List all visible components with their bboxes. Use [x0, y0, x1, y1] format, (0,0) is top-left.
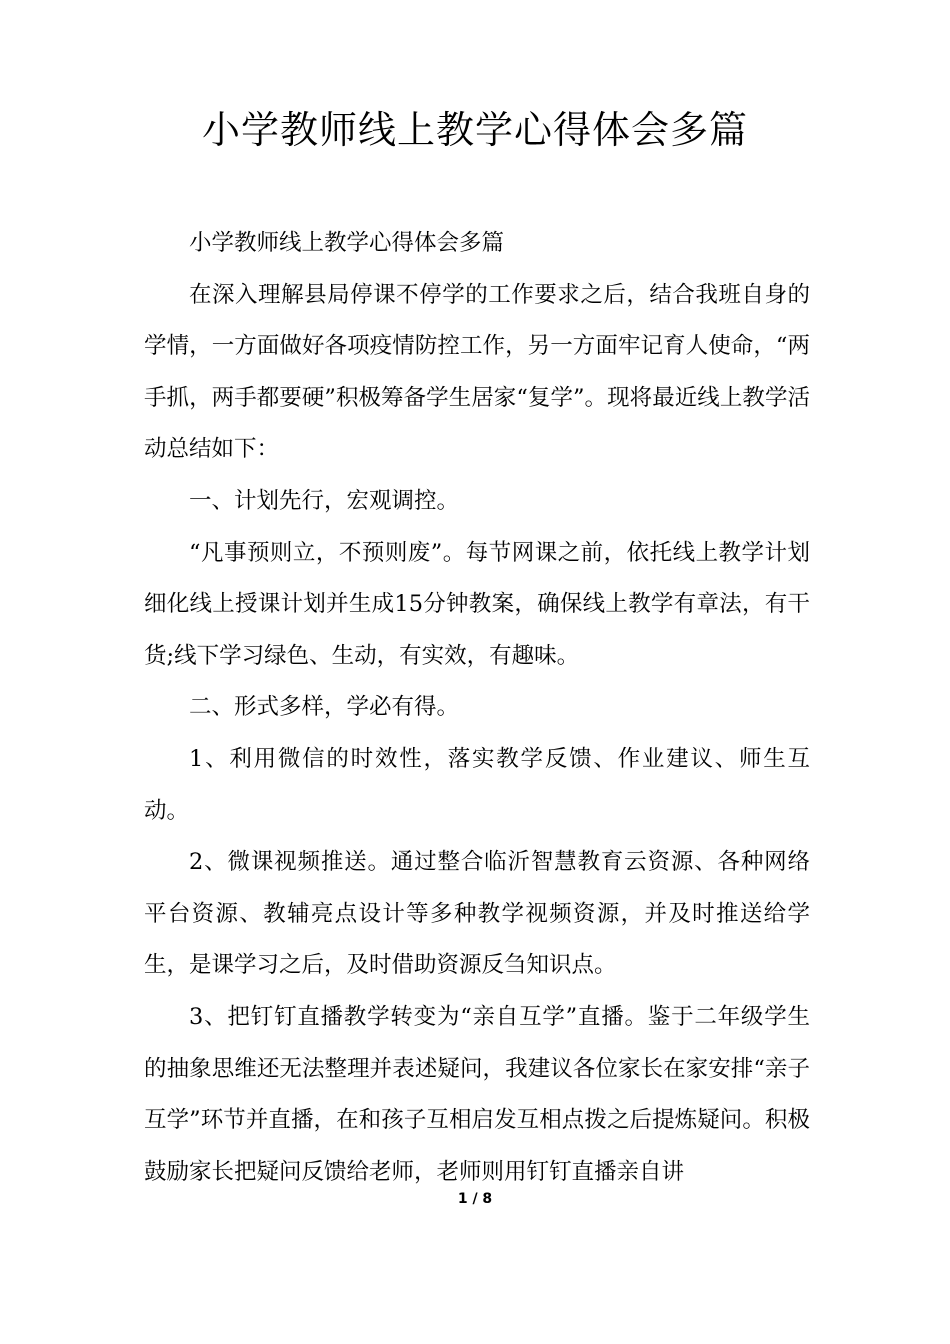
section-heading-1: 一、计划先行，宏观调控。: [189, 487, 460, 514]
document-body: [144, 218, 810, 1198]
paragraph-item-3: 3、把钉钉直播教学转变为“亲自互学”直播。鉴于二年级学生的抽象思维还无法整理并表述疑问，我建议各位家长在家安排“亲子互学”环节并直播，在和孩子互相启发互相点拨之后提炼疑问。积极鼓励家长把疑问反馈给老师，老师则用钉钉直播亲自讲: [144, 1003, 810, 1185]
page-number: 1 / 8: [457, 1191, 493, 1207]
document-title: 小学教师线上教学心得体会多篇: [201, 108, 748, 152]
paragraph-intro: 在深入理解县局停课不停学的工作要求之后，结合我班自身的学情，一方面做好各项疫情防控工作，另一方面牢记育人使命，“两手抓，两手都要硬”积极筹备学生居家“复学”。现将最近线上教学活动总结如下：: [144, 281, 810, 463]
paragraph-planning: “凡事预则立，不预则废”。每节网课之前，依托线上教学计划细化线上授课计划并生成15分钟教案，确保线上教学有章法，有干货;线下学习绿色、生动，有实效，有趣味。: [144, 539, 810, 669]
paragraph-item-2: 2、微课视频推送。通过整合临沂智慧教育云资源、各种网络平台资源、教辅亮点设计等多种教学视频资源，并及时推送给学生，是课学习之后，及时借助资源反刍知识点。: [144, 849, 810, 979]
paragraph-item-1: 1、利用微信的时效性，落实教学反馈、作业建议、师生互动。: [144, 745, 810, 824]
section-heading-2: 二、形式多样，学必有得。: [189, 694, 460, 721]
paragraph-subtitle: 小学教师线上教学心得体会多篇: [189, 230, 505, 256]
